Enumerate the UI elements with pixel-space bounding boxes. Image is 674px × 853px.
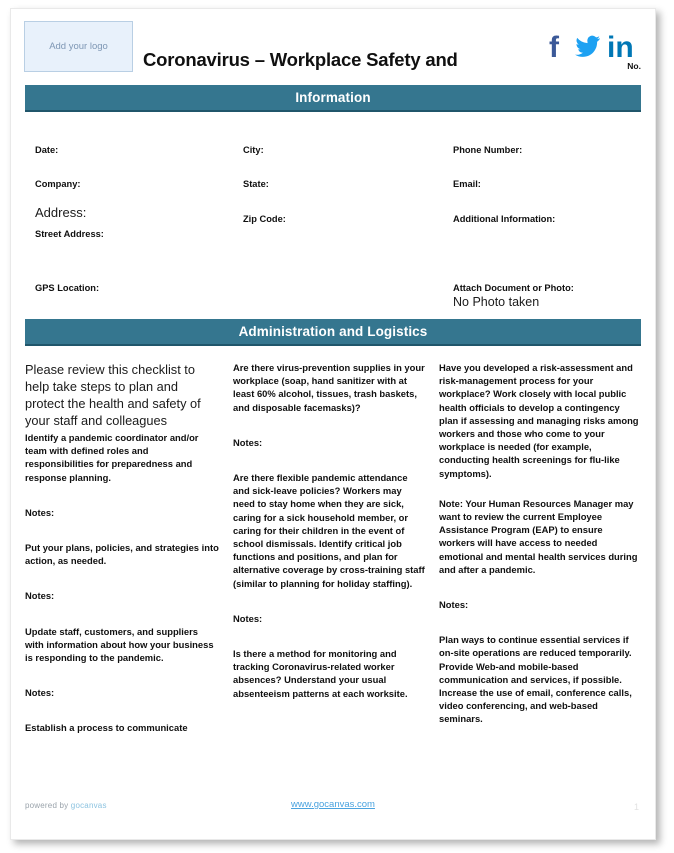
field-label-city[interactable]: City: xyxy=(243,145,264,155)
linkedin-icon[interactable] xyxy=(607,29,637,61)
section-banner-administration-title: Administration and Logistics xyxy=(238,324,428,339)
checklist-item[interactable]: Plan ways to continue essential services if on-site operations are reduced temporarily. Provide Web-and mobile-based communication and services, if possible. Increase the use of email, conference calls, video conferencing, and web-based seminars. xyxy=(439,634,632,725)
section-banner-information-title: Information xyxy=(295,90,371,105)
field-label-zip-code[interactable]: Zip Code: xyxy=(243,214,286,224)
notes-label[interactable]: Notes: xyxy=(233,612,263,624)
section-banner-information xyxy=(25,85,641,112)
notes-label[interactable]: Notes: xyxy=(233,436,263,448)
logo-placeholder-label: Add your logo xyxy=(49,41,108,52)
field-label-additional-information[interactable]: Additional Information: xyxy=(453,214,556,224)
checklist-item[interactable]: Is there a method for monitoring and tracking Coronavirus-related worker absences? Understand your usual absenteeism patterns at each worksite. xyxy=(233,648,408,699)
field-label-company[interactable]: Company: xyxy=(35,179,81,189)
twitter-icon[interactable] xyxy=(575,31,601,61)
checklist-lead-text: Please review this checklist to help take steps to plan and protect the health and safety of your staff and colleagues xyxy=(25,362,201,428)
notes-label[interactable]: Notes: xyxy=(25,590,55,602)
field-label-address: Address: xyxy=(35,205,87,220)
section-banner-administration xyxy=(25,319,641,346)
gocanvas-website-link[interactable]: www.gocanvas.com xyxy=(291,799,375,810)
document-footer xyxy=(11,799,655,819)
document-header xyxy=(11,9,655,85)
checklist-item[interactable]: Identify a pandemic coordinator and/or team with defined roles and responsibilities for preparedness and response planning. xyxy=(25,432,199,483)
checklist-item[interactable]: Note: Your Human Resources Manager may want to review the current Employee Assistance Program (EAP) to ensure workers will have access to needed emotional and mental health services during and after a pandemic. xyxy=(439,497,638,575)
checklist-columns xyxy=(25,361,641,735)
information-fields xyxy=(25,112,641,319)
facebook-icon[interactable] xyxy=(547,31,569,61)
field-label-state[interactable]: State: xyxy=(243,179,269,189)
svg-text:f: f xyxy=(549,31,559,61)
checklist-item[interactable]: Update staff, customers, and suppliers with information about how your business is responding to the pandemic. xyxy=(25,625,214,664)
field-label-gps-location[interactable]: GPS Location: xyxy=(35,283,100,293)
checklist-item[interactable]: Put your plans, policies, and strategies into action, as needed. xyxy=(25,542,219,567)
svg-text:in: in xyxy=(607,31,634,61)
checklist-item[interactable]: Have you developed a risk-assessment and risk-management process for your workplace? Work closely with local public health officials to develop a contingency plan if assessing and managing risks among workers and those who come to your workplace is needed (for example, conducting health screenings for flu-like symptoms). xyxy=(439,362,639,479)
page-number: 1 xyxy=(633,802,639,812)
powered-by-prefix: powered by xyxy=(25,801,71,810)
notes-label[interactable]: Notes: xyxy=(25,506,55,518)
field-label-phone-number[interactable]: Phone Number: xyxy=(453,145,523,155)
field-label-attach-document-or-photo[interactable]: Attach Document or Photo: xyxy=(453,283,574,293)
checklist-item[interactable]: Are there flexible pandemic attendance and sick-leave policies? Workers may need to stay home when they are sick, caring for a sick household member, or caring for their children in the event of school dismissals. Identify critical job functions and positions, and plan for alternative coverage by cross-training staff (similar to planning for holiday staffing). xyxy=(233,472,425,589)
field-label-date[interactable]: Date: xyxy=(35,145,59,155)
checklist-column-3 xyxy=(439,361,641,735)
checklist-column-2 xyxy=(233,361,439,735)
checklist-item[interactable]: Establish a process to communicate xyxy=(25,722,188,734)
document-page xyxy=(11,9,655,839)
field-label-email[interactable]: Email: xyxy=(453,179,481,189)
photo-status-value: No Photo taken xyxy=(453,295,540,309)
social-icons-group xyxy=(547,27,637,61)
page-title: Coronavirus – Workplace Safety and xyxy=(143,49,458,70)
checklist-column-1 xyxy=(25,361,233,735)
logo-placeholder-box[interactable] xyxy=(24,21,133,72)
notes-label[interactable]: Notes: xyxy=(439,599,469,611)
notes-label[interactable]: Notes: xyxy=(25,687,55,699)
document-number-label: No. xyxy=(627,61,641,71)
field-label-street-address[interactable]: Street Address: xyxy=(35,229,104,239)
checklist-item[interactable]: Are there virus-prevention supplies in your workplace (soap, hand sanitizer with at least 60% alcohol, tissues, trash baskets, and disposable facemasks)? xyxy=(233,362,425,413)
gocanvas-brand: gocanvas xyxy=(70,801,107,810)
